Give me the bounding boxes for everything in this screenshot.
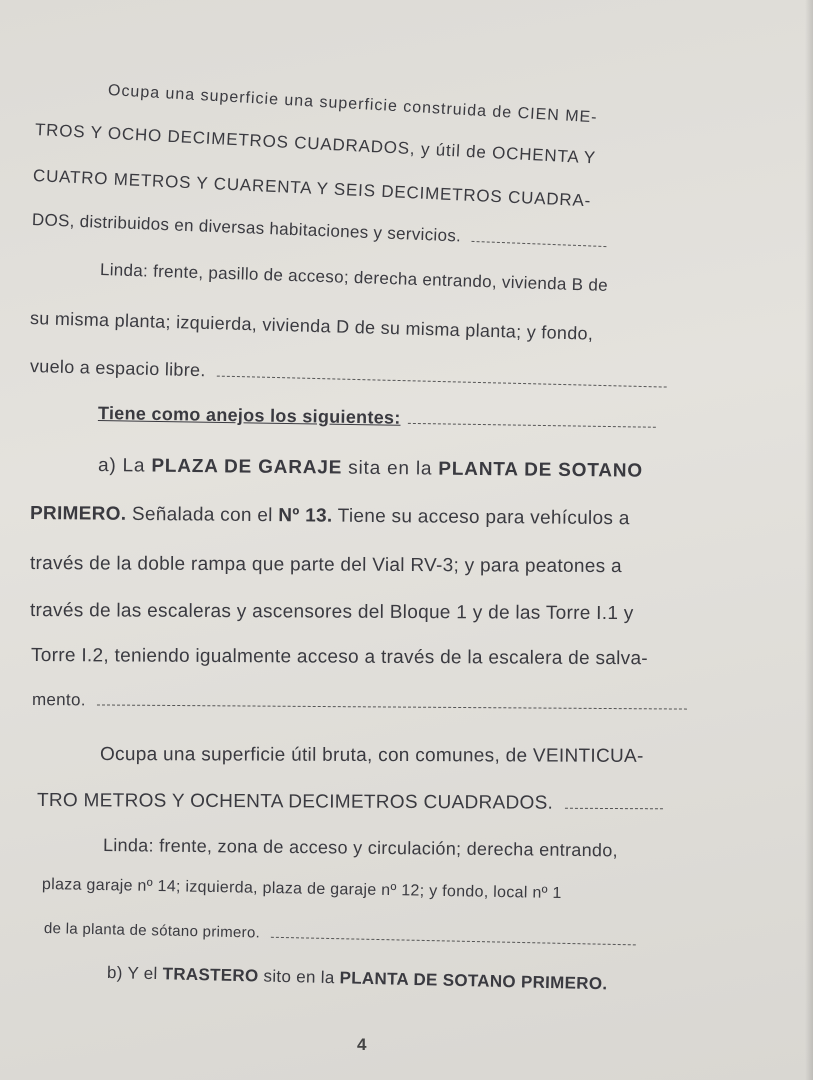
line-text: b) Y el xyxy=(106,963,163,984)
line-text: sita en la xyxy=(342,457,439,480)
text-line xyxy=(44,920,813,953)
bold-text: PRIMERO. xyxy=(29,503,127,525)
line-text: CUATRO METROS Y CUARENTA Y SEIS DECIMETROS CUADRA- xyxy=(32,166,592,211)
text-line xyxy=(30,356,813,396)
fill-dashes xyxy=(565,807,663,810)
text-line xyxy=(30,503,813,532)
text-line xyxy=(31,645,813,671)
line-text: Linda: frente, zona de acceso y circulación; derecha entrando, xyxy=(102,835,619,861)
text-line xyxy=(37,790,813,816)
text-line xyxy=(98,455,813,484)
fill-dashes xyxy=(408,422,656,428)
text-line xyxy=(103,835,813,863)
bold-text: Nº 13. xyxy=(278,505,333,527)
bold-text: PLANTA DE SOTANO PRIMERO. xyxy=(339,968,608,994)
text-line xyxy=(100,260,813,302)
line-text: mento. xyxy=(31,690,86,710)
line-text: DOS, distribuidos en diversas habitaciones y servicios. xyxy=(31,210,462,246)
line-text: Ocupa una superficie útil bruta, con comunes, de VEINTICUA- xyxy=(99,744,644,767)
fill-dashes xyxy=(270,936,635,946)
text-line xyxy=(33,166,813,221)
line-text: de la planta de sótano primero. xyxy=(43,920,261,942)
text-line xyxy=(30,553,813,579)
page-edge-shadow xyxy=(805,0,813,1080)
line-text: TRO METROS Y OCHENTA DECIMETROS CUADRADOS. xyxy=(36,790,554,814)
line-text: plaza garaje nº 14; izquierda, plaza de garaje nº 12; y fondo, local nº 1 xyxy=(41,876,562,903)
text-line xyxy=(98,403,813,435)
text-line xyxy=(32,690,813,715)
fill-dashes xyxy=(472,240,607,247)
text-line xyxy=(107,963,813,999)
line-text: través de las escaleras y ascensores del Bloque 1 y de las Torre I.1 y xyxy=(29,600,634,625)
fill-dashes xyxy=(217,375,667,388)
line-text: Señalada con el xyxy=(126,503,279,527)
line-text: Tiene su acceso para vehículos a xyxy=(332,505,630,530)
line-text: sito en la xyxy=(258,966,340,988)
text-line xyxy=(100,744,813,768)
bold-text: PLAZA DE GARAJE xyxy=(151,455,343,479)
text-line xyxy=(30,600,813,626)
line-text: vuelo a espacio libre. xyxy=(29,356,206,381)
fill-dashes xyxy=(97,703,687,709)
text-line xyxy=(42,876,813,907)
text-line xyxy=(32,210,813,260)
section-heading: Tiene como anejos los siguientes: xyxy=(97,403,401,428)
bold-text: PLANTA DE SOTANO xyxy=(438,458,644,482)
page-number: 4 xyxy=(357,1035,367,1054)
line-text: Ocupa una superficie una superficie construida de CIEN ME- xyxy=(107,82,598,127)
line-text: Torre I.2, teniendo igualmente acceso a través de la escalera de salva- xyxy=(30,645,649,670)
line-text: través de la doble rampa que parte del Vial RV-3; y para peatones a xyxy=(29,553,622,578)
line-text: Linda: frente, pasillo de acceso; derecha entrando, vivienda B de xyxy=(99,260,609,295)
bold-text: TRASTERO xyxy=(162,964,259,986)
line-text: a) La xyxy=(97,455,152,477)
line-text: TROS Y OCHO DECIMETROS CUADRADOS, y útil de OCHENTA Y xyxy=(34,120,597,168)
text-line xyxy=(30,308,813,351)
line-text: su misma planta; izquierda, vivienda D de su misma planta; y fondo, xyxy=(29,308,594,344)
